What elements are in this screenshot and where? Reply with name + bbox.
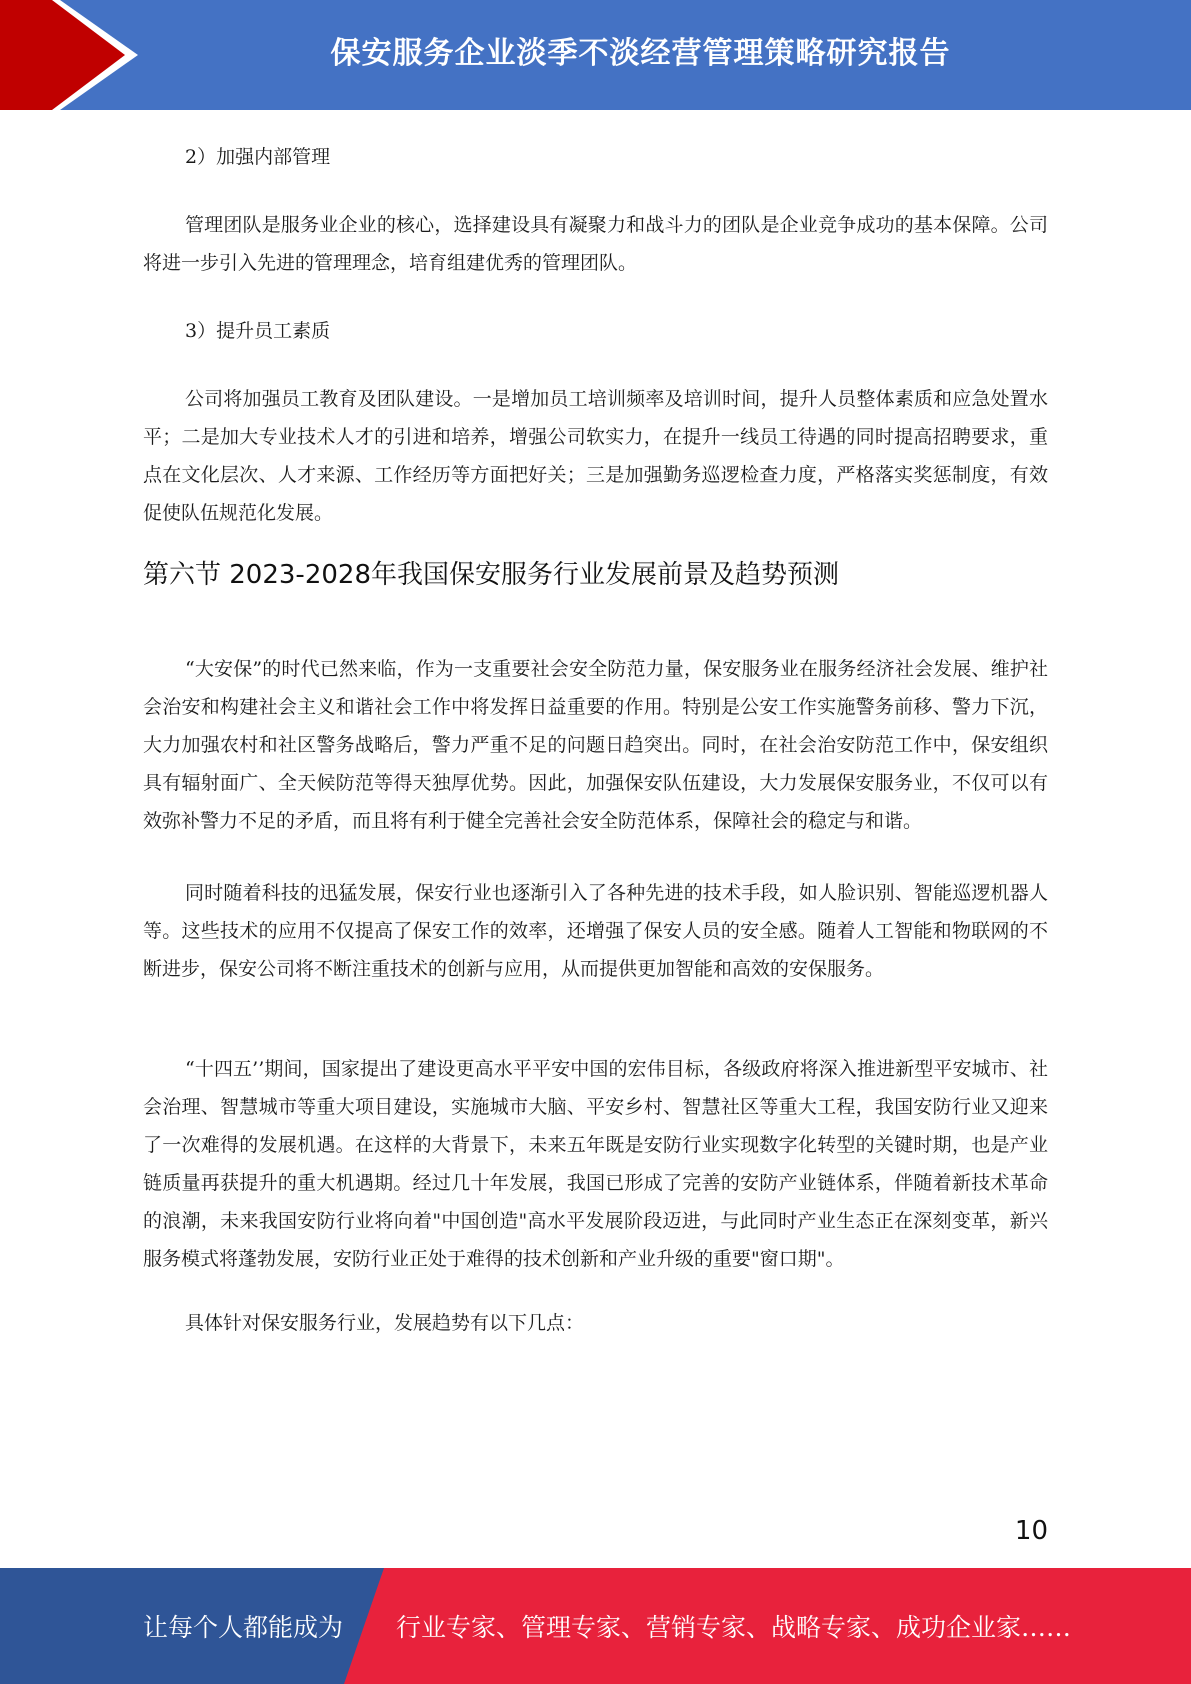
paragraph-1: “大安保”的时代已然来临，作为一支重要社会安全防范力量，保安服务业在服务经济社会发展、维护社会治安和构建社会主义和谐社会工作中将发挥日益重要的作用。特别是公安工作实施警务前移、警力下沉，大力加强农村和社区警务战略后，警力严重不足的问题日趋突出。同时，在社会治安防范工作中，保安组织具有辐射面广、全天候防范等得天独厚优势。因此，加强保安队伍建设，大力发展保安服务业，不仅可以有效弥补警力不足的矛盾，而且将有利于健全完善社会安全防范体系，保障社会的稳定与和谐。 [143, 658, 1048, 832]
page-header [0, 0, 1191, 110]
page-number: 10 [1014, 1516, 1048, 1546]
item2-paragraph: 管理团队是服务业企业的核心，选择建设具有凝聚力和战斗力的团队是企业竞争成功的基本保障。公司将进一步引入先进的管理理念，培育组建优秀的管理团队。 [143, 214, 1048, 274]
page-footer [0, 1568, 1191, 1684]
item3-paragraph: 公司将加强员工教育及团队建设。一是增加员工培训频率及培训时间，提升人员整体素质和应急处置水平；二是加大专业技术人才的引进和培养，增强公司软实力，在提升一线员工待遇的同时提高招聘要求，重点在文化层次、人才来源、工作经历等方面把好关；三是加强勤务巡逻检查力度，严格落实奖惩制度，有效促使队伍规范化发展。 [143, 388, 1048, 524]
paragraph-3: “十四五’’期间，国家提出了建设更高水平平安中国的宏伟目标，各级政府将深入推进新型平安城市、社会治理、智慧城市等重大项目建设，实施城市大脑、平安乡村、智慧社区等重大工程，我国安防行业又迎来了一次难得的发展机遇。在这样的大背景下，未来五年既是安防行业实现数字化转型的关键时期，也是产业链质量再获提升的重大机遇期。经过几十年发展，我国已形成了完善的安防产业链体系，伴随着新技术革命的浪潮，未来我国安防行业将向着"中国创造"高水平发展阶段迈进，与此同时产业生态正在深刻变革，新兴服务模式将蓬勃发展，安防行业正处于难得的技术创新和产业升级的重要"窗口期"。 [143, 1058, 1048, 1270]
page-content [143, 138, 1048, 1342]
footer-slogan-left: 让每个人都能成为 [143, 1613, 344, 1642]
header-title: 保安服务企业淡季不淡经营管理策略研究报告 [330, 36, 951, 71]
item2-heading: 2）加强内部管理 [185, 146, 331, 168]
footer-slogan-right: 行业专家、管理专家、营销专家、战略专家、成功企业家…… [396, 1613, 1072, 1642]
item3-heading: 3）提升员工素质 [185, 320, 331, 342]
paragraph-2: 同时随着科技的迅猛发展，保安行业也逐渐引入了各种先进的技术手段，如人脸识别、智能巡逻机器人等。这些技术的应用不仅提高了保安工作的效率，还增强了保安人员的安全感。随着人工智能和物联网的不断进步，保安公司将不断注重技术的创新与应用，从而提供更加智能和高效的安保服务。 [143, 882, 1048, 980]
paragraph-4: 具体针对保安服务行业，发展趋势有以下几点： [185, 1312, 585, 1334]
section-title: 第六节 2023-2028年我国保安服务行业发展前景及趋势预测 [143, 560, 839, 590]
